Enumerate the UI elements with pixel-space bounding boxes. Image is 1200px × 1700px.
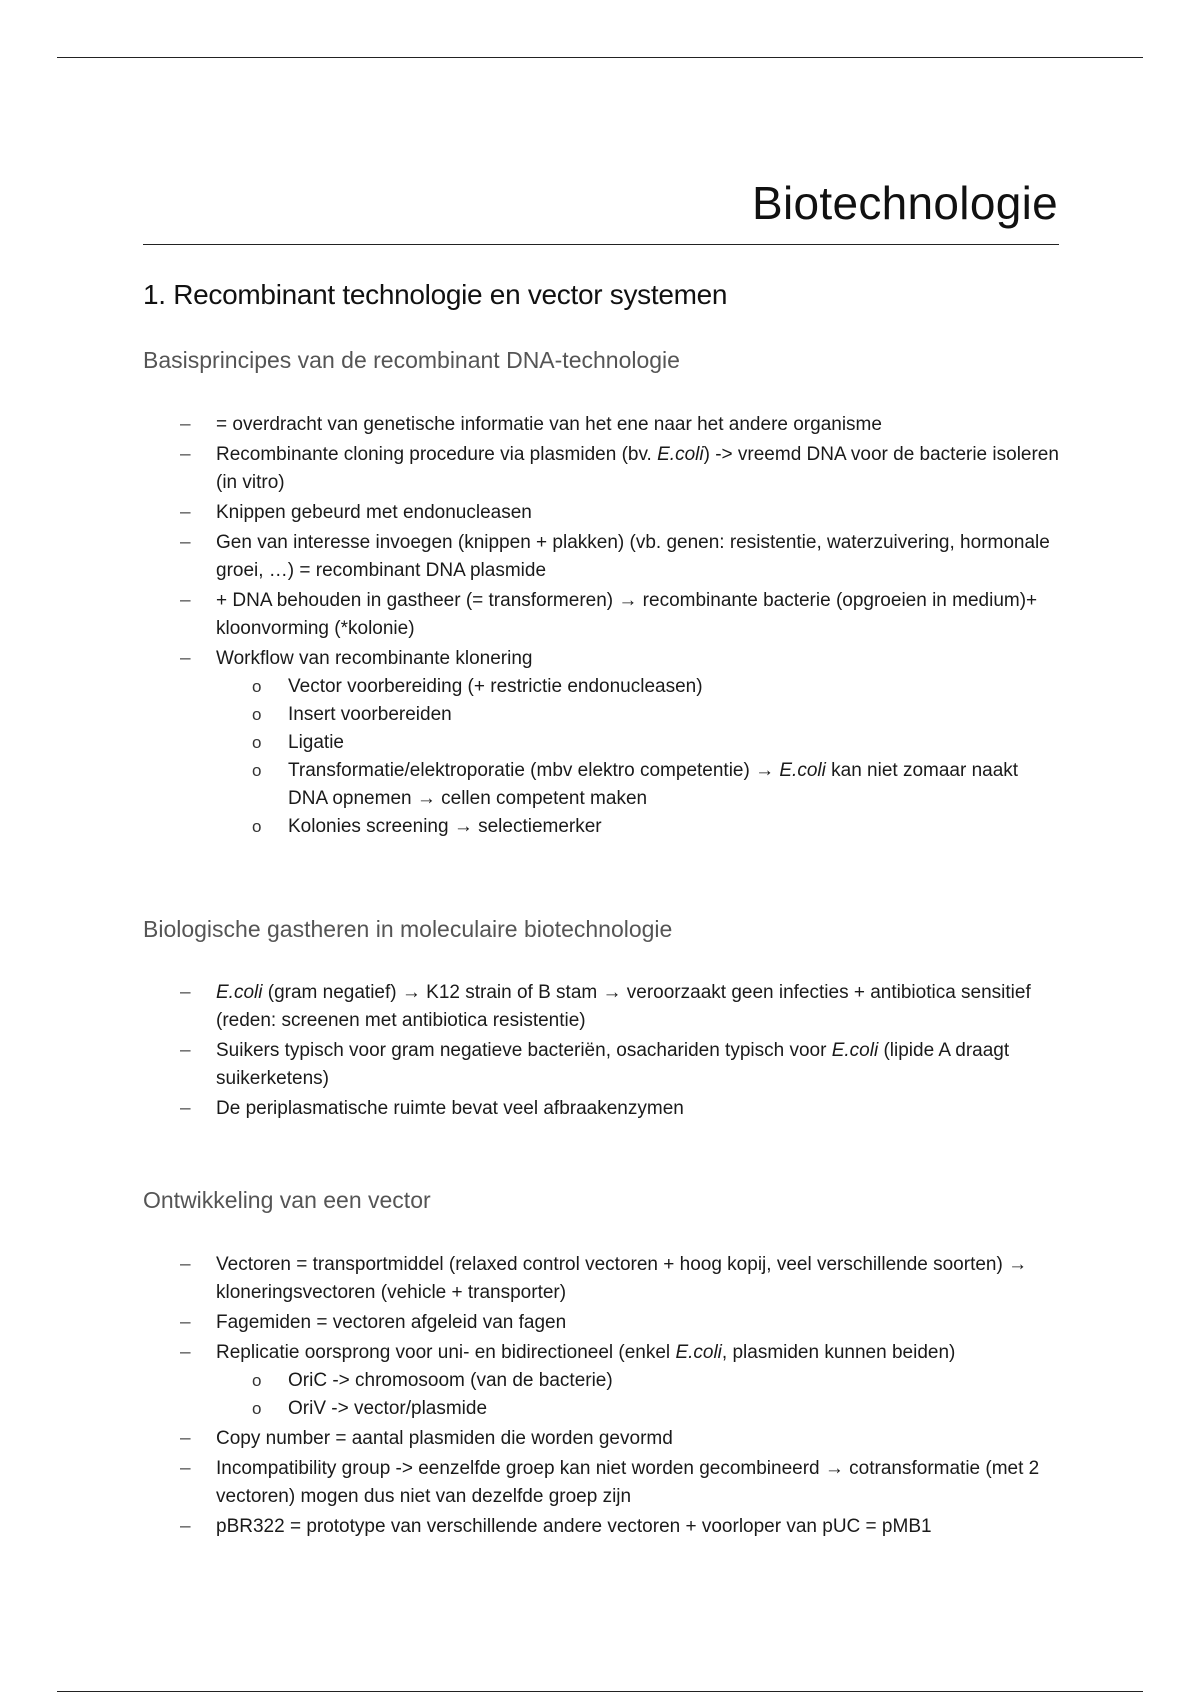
list-item: – Incompatibility group -> eenzelfde groep kan niet worden gecombineerd → cotransformatie (met 2 vectoren) mogen dus niet van dezelfde groep zijn — [180, 1455, 1060, 1511]
list-item: – Fagemiden = vectoren afgeleid van fagen — [180, 1309, 1060, 1337]
section-heading-gastheren: Biologische gastheren in moleculaire biotechnologie — [143, 916, 673, 942]
sub-list-item: o Insert voorbereiden — [216, 701, 1060, 729]
bullet-circle: o — [252, 817, 262, 836]
list-item: – Copy number = aantal plasmiden die worden gevormd — [180, 1425, 1060, 1453]
sub-list-item: o OriC -> chromosoom (van de bacterie) — [216, 1367, 1060, 1395]
bullet-dash: – — [180, 414, 191, 435]
list-item: – E.coli (gram negatief) → K12 strain of B stam → veroorzaakt geen infecties + antibiotica sensitief (reden: screenen met antibiotica resistentie) — [180, 979, 1060, 1035]
document-title: Biotechnologie — [752, 177, 1058, 229]
bullet-circle: o — [252, 677, 262, 696]
page-top-rule — [57, 57, 1143, 58]
sub-list-item: o Ligatie — [216, 729, 1060, 757]
bullet-dash: – — [180, 1342, 191, 1363]
list-item: – Replicatie oorsprong voor uni- en bidirectioneel (enkel E.coli, plasmiden kunnen beiden) o OriC -> chromosoom (van de bacterie) o OriV -> vector/plasmide — [180, 1339, 1060, 1423]
replication-sublist — [216, 1367, 1060, 1423]
list-item: – Suikers typisch voor gram negatieve bacteriën, osachariden typisch voor E.coli (lipide A draagt suikerketens) — [180, 1037, 1060, 1093]
bullet-circle: o — [252, 1371, 262, 1390]
bullet-dash: – — [180, 1098, 191, 1119]
sub-list-item: o Vector voorbereiding (+ restrictie endonucleasen) — [216, 673, 1060, 701]
section-heading-vector: Ontwikkeling van een vector — [143, 1187, 431, 1213]
bullet-dash: – — [180, 648, 191, 669]
bullet-dash: – — [180, 1458, 191, 1479]
bullet-dash: – — [180, 532, 191, 553]
sub-list-item: o Transformatie/elektroporatie (mbv elektro competentie) → E.coli kan niet zomaar naakt DNA opnemen → cellen competent maken — [216, 757, 1060, 813]
chapter-heading: 1. Recombinant technologie en vector systemen — [143, 279, 728, 310]
title-underline — [143, 244, 1059, 245]
list-item: – Vectoren = transportmiddel (relaxed control vectoren + hoog kopij, veel verschillende soorten) → kloneringsvectoren (vehicle + transporter) — [180, 1251, 1060, 1307]
list-item: – + DNA behouden in gastheer (= transformeren) → recombinante bacterie (opgroeien in medium)+ kloonvorming (*kolonie) — [180, 587, 1060, 643]
bullet-dash: – — [180, 444, 191, 465]
list-item: – Gen van interesse invoegen (knippen + plakken) (vb. genen: resistentie, waterzuivering, hormonale groei, …) = recombinant DNA plasmide — [180, 529, 1060, 585]
bullet-dash: – — [180, 1428, 191, 1449]
section3-list — [180, 1251, 1060, 1543]
bullet-circle: o — [252, 761, 262, 780]
section-heading-basisprincipes: Basisprincipes van de recombinant DNA-technologie — [143, 347, 680, 373]
bullet-dash: – — [180, 1516, 191, 1537]
sub-list-item: o OriV -> vector/plasmide — [216, 1395, 1060, 1423]
page-bottom-rule — [57, 1691, 1143, 1692]
list-item: – Recombinante cloning procedure via plasmiden (bv. E.coli) -> vreemd DNA voor de bacterie isoleren (in vitro) — [180, 441, 1060, 497]
bullet-dash: – — [180, 1312, 191, 1333]
list-item: – Knippen gebeurd met endonucleasen — [180, 499, 1060, 527]
list-item: – De periplasmatische ruimte bevat veel afbraakenzymen — [180, 1095, 1060, 1123]
bullet-dash: – — [180, 590, 191, 611]
workflow-sublist — [216, 673, 1060, 841]
bullet-dash: – — [180, 502, 191, 523]
bullet-dash: – — [180, 982, 191, 1003]
bullet-circle: o — [252, 705, 262, 724]
bullet-circle: o — [252, 733, 262, 752]
section1-list — [180, 411, 1060, 843]
bullet-dash: – — [180, 1254, 191, 1275]
sub-list-item: o Kolonies screening → selectiemerker — [216, 813, 1060, 841]
bullet-dash: – — [180, 1040, 191, 1061]
bullet-circle: o — [252, 1399, 262, 1418]
list-item: – pBR322 = prototype van verschillende andere vectoren + voorloper van pUC = pMB1 — [180, 1513, 1060, 1541]
list-item: – = overdracht van genetische informatie van het ene naar het andere organisme — [180, 411, 1060, 439]
list-item: – Workflow van recombinante klonering o Vector voorbereiding (+ restrictie endonucleasen) o Insert voorbereiden o Ligatie o Transformatie/elektroporatie (mbv elektro competentie) → E.coli kan niet zomaar naakt DNA opnemen → cellen competent maken o Kolonies screening → selectiemerker — [180, 645, 1060, 841]
section2-list — [180, 979, 1060, 1125]
